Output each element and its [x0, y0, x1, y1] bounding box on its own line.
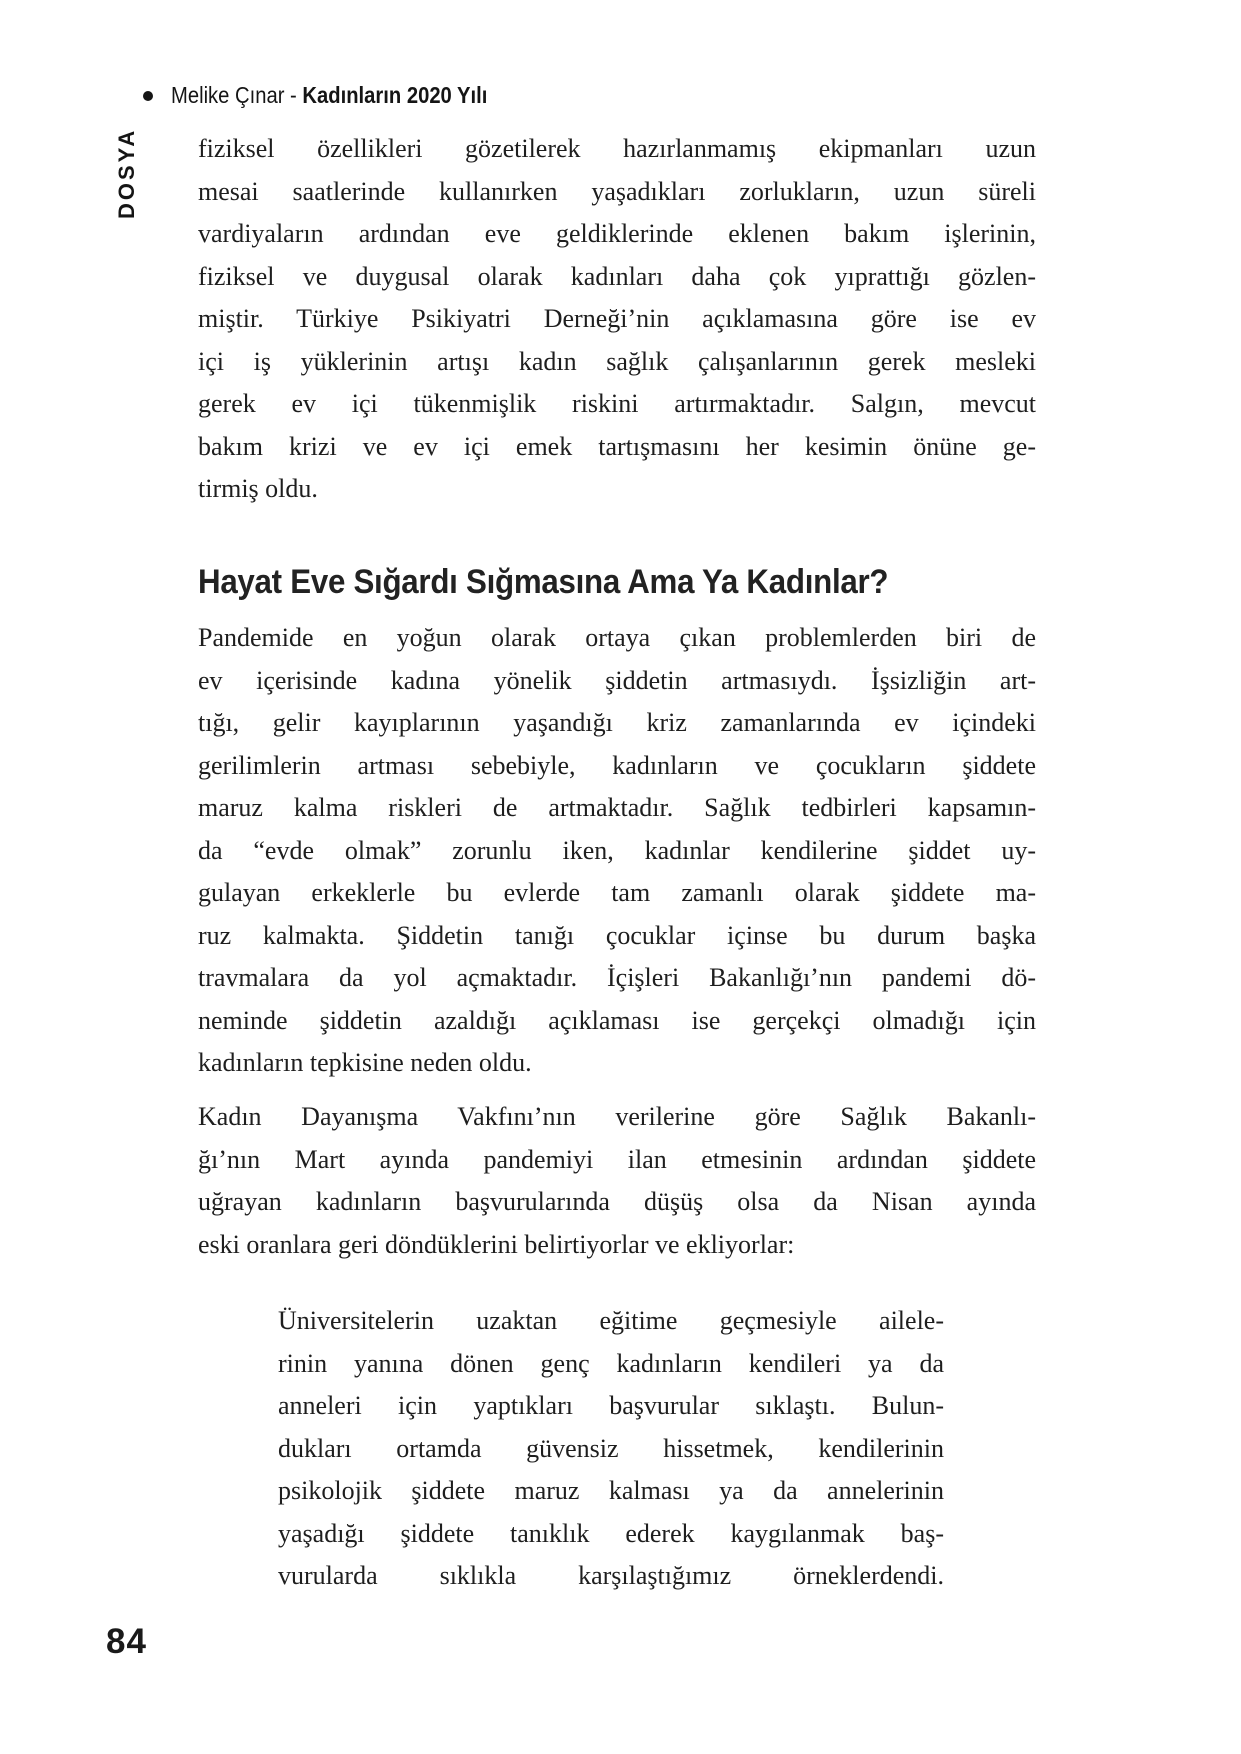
text-line: neminde şiddetin azaldığı açıklaması ise gerçekçi olmadığı için [198, 1005, 1036, 1035]
paragraph-1 [198, 128, 1036, 511]
text-line: ğı’nın Mart ayında pandemiyi ilan etmesinin ardından şiddete [198, 1144, 1036, 1174]
text-line: gulayan erkeklerle bu evlerde tam zamanlı olarak şiddete ma- [198, 878, 1036, 907]
section-heading: Hayat Eve Sığardı Sığmasına Ama Ya Kadınlar? [198, 563, 889, 601]
text-line: dukları ortamda güvensiz hissetmek, kendilerinin [278, 1433, 944, 1463]
bullet-icon [143, 91, 153, 101]
paragraph-3 [198, 1096, 1036, 1266]
text-line: travmalara da yol açmaktadır. İçişleri Bakanlığı’nın pandemi dö- [198, 963, 1036, 992]
text-line: fiziksel ve duygusal olarak kadınları daha çok yıprattığı gözlen- [198, 261, 1036, 291]
page-number: 84 [106, 1622, 147, 1661]
text-line: tığı, gelir kayıplarının yaşandığı kriz zamanlarında ev içindeki [198, 708, 1036, 737]
paragraph-2 [198, 617, 1036, 1085]
text-line: mesai saatlerinde kullanırken yaşadıkları zorlukların, uzun süreli [198, 176, 1036, 206]
text-line: gerek ev içi tükenmişlik riskini artırmaktadır. Salgın, mevcut [198, 389, 1036, 418]
author-name: Melike Çınar [171, 82, 285, 108]
text-line: Kadın Dayanışma Vakfını’nın verilerine göre Sağlık Bakanlı- [198, 1102, 1036, 1131]
text-line: maruz kalma riskleri de artmaktadır. Sağlık tedbirleri kapsamın- [198, 793, 1036, 822]
text-line: rinin yanına dönen genç kadınların kendileri ya da [278, 1348, 944, 1378]
text-line: yaşadığı şiddete tanıklık ederek kaygılanmak baş- [278, 1518, 944, 1548]
text-line: fiziksel özellikleri gözetilerek hazırlanmamış ekipmanları uzun [198, 134, 1036, 163]
article-title: Kadınların 2020 Yılı [302, 82, 488, 108]
section-label-vertical: DOSYA [114, 127, 139, 219]
text-line: miştir. Türkiye Psikiyatri Derneği’nin açıklamasına göre ise ev [198, 304, 1036, 333]
text-line: tirmiş oldu. [198, 474, 318, 503]
text-line: da “evde olmak” zorunlu iken, kadınlar kendilerine şiddet uy- [198, 835, 1036, 865]
text-line: ruz kalmakta. Şiddetin tanığı çocuklar içinse bu durum başka [198, 920, 1036, 950]
text-line: vardiyaların ardından eve geldiklerinde eklenen bakım işlerinin, [198, 219, 1036, 248]
text-line: Üniversitelerin uzaktan eğitime geçmesiyle ailele- [278, 1306, 944, 1335]
text-line: kadınların tepkisine neden oldu. [198, 1048, 532, 1077]
text-line: içi iş yüklerinin artışı kadın sağlık çalışanlarının gerek mesleki [198, 346, 1036, 376]
text-line: uğrayan kadınların başvurularında düşüş olsa da Nisan ayında [198, 1187, 1036, 1216]
text-line: eski oranlara geri döndüklerini belirtiyorlar ve ekliyorlar: [198, 1229, 795, 1259]
block-quote [278, 1300, 944, 1598]
text-line: anneleri için yaptıkları başvurular sıklaştı. Bulun- [278, 1391, 944, 1420]
text-line: Pandemide en yoğun olarak ortaya çıkan problemlerden biri de [198, 623, 1036, 652]
text-line: vurularda sıklıkla karşılaştığımız örneklerdendi. [278, 1561, 944, 1590]
text-line: psikolojik şiddete maruz kalması ya da annelerinin [278, 1476, 944, 1505]
text-line: bakım krizi ve ev içi emek tartışmasını her kesimin önüne ge- [198, 431, 1036, 461]
header-separator: - [284, 82, 303, 108]
text-column [198, 0, 1036, 1754]
text-line: ev içerisinde kadına yönelik şiddetin artmasıydı. İşsizliğin art- [198, 665, 1036, 695]
text-line: gerilimlerin artması sebebiyle, kadınların ve çocukların şiddete [198, 750, 1036, 780]
